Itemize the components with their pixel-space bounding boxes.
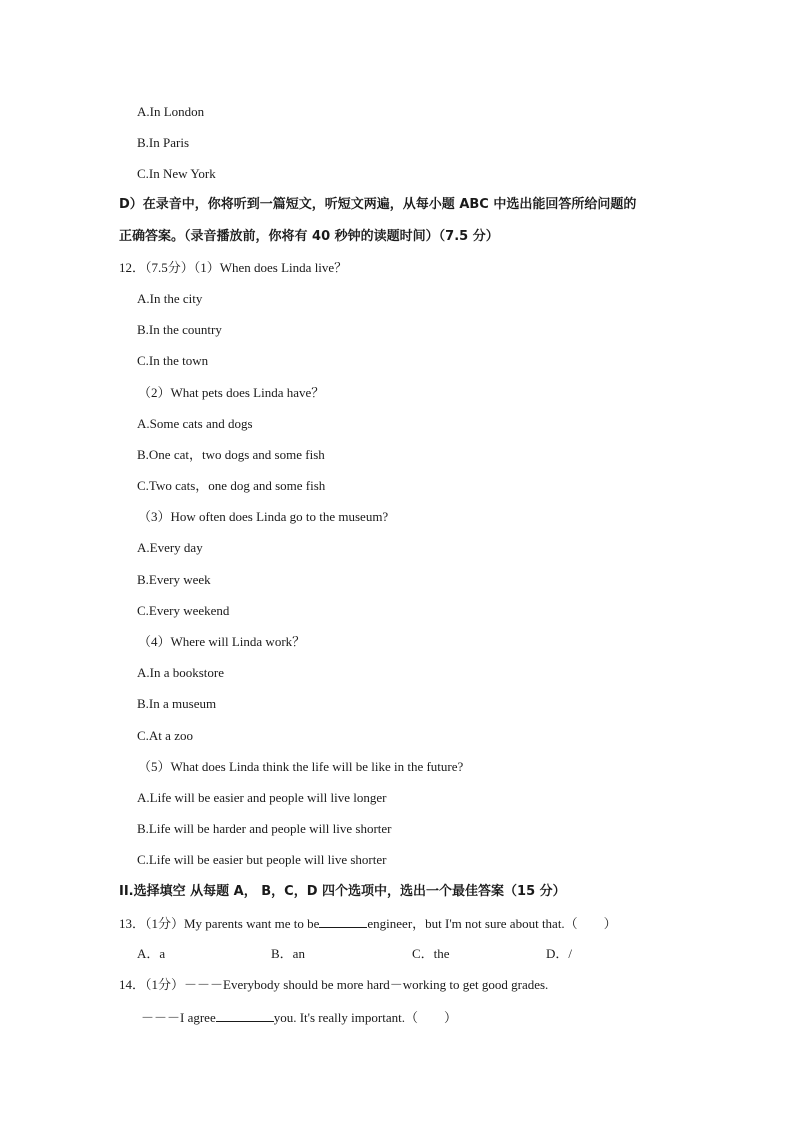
q12-2-question: （2）What pets does Linda have？ bbox=[138, 385, 325, 400]
q13-options-row bbox=[0, 946, 794, 962]
question-12-stem: 12．（7.5分）（1）When does Linda live？ bbox=[119, 260, 348, 275]
q13-option-b[interactable]: B．an bbox=[271, 946, 305, 961]
q12-3-option-b: B.Every week bbox=[137, 572, 211, 587]
q13-stem-after: engineer，but I'm not sure about that.（ ） bbox=[367, 916, 617, 931]
q12-4-option-a: A.In a bookstore bbox=[137, 665, 225, 680]
q13-answer-blank[interactable] bbox=[319, 915, 367, 928]
section-d-instruction-line2: 正确答案。（录音播放前，你将有 40 秒钟的读题时间）（7.5 分） bbox=[119, 229, 499, 244]
q14-reply-before: －－－I agree bbox=[141, 1010, 216, 1025]
q12-2-option-c: C.Two cats，one dog and some fish bbox=[137, 478, 326, 493]
option-a-london: A.In London bbox=[137, 104, 205, 119]
q12-3-option-a: A.Every day bbox=[137, 540, 203, 555]
q12-5-option-b: B.Life will be harder and people will live shorter bbox=[137, 821, 392, 836]
q12-5-option-c: C.Life will be easier but people will live shorter bbox=[137, 852, 387, 867]
question-13-stem bbox=[119, 915, 617, 932]
q14-reply bbox=[141, 1009, 457, 1026]
q13-option-a[interactable]: A．a bbox=[137, 946, 166, 961]
q12-1-option-b: B.In the country bbox=[137, 322, 222, 337]
q12-5-question: （5）What does Linda think the life will be like in the future? bbox=[138, 759, 464, 774]
option-b-paris: B.In Paris bbox=[137, 135, 189, 150]
question-14-stem: 14．（1分）－－－Everybody should be more hard－working to get good grades. bbox=[119, 977, 549, 992]
q12-2-option-a: A.Some cats and dogs bbox=[137, 416, 253, 431]
section-d-instruction-line1: D）在录音中，你将听到一篇短文，听短文两遍，从每小题 ABC 中选出能回答所给问题的 bbox=[119, 197, 637, 212]
q13-option-c[interactable]: C．the bbox=[412, 946, 450, 961]
q12-5-option-a: A.Life will be easier and people will live longer bbox=[137, 790, 387, 805]
q12-4-option-b: B.In a museum bbox=[137, 696, 217, 711]
q12-4-question: （4）Where will Linda work？ bbox=[138, 634, 306, 649]
q12-3-option-c: C.Every weekend bbox=[137, 603, 230, 618]
q13-option-d[interactable]: D．/ bbox=[546, 946, 573, 961]
q12-3-question: （3）How often does Linda go to the museum? bbox=[138, 509, 389, 524]
option-c-new-york: C.In New York bbox=[137, 166, 216, 181]
q14-reply-after: you. It's really important.（ ） bbox=[273, 1010, 457, 1025]
q12-1-option-a: A.In the city bbox=[137, 291, 203, 306]
q12-1-option-c: C.In the town bbox=[137, 353, 209, 368]
section-ii-title: II.选择填空 从每题 A， B，C，D 四个选项中，选出一个最佳答案（15 分） bbox=[119, 884, 566, 899]
q13-stem-before: 13．（1分）My parents want me to be bbox=[119, 916, 320, 931]
q12-2-option-b: B.One cat，two dogs and some fish bbox=[137, 447, 325, 462]
q14-answer-blank[interactable] bbox=[216, 1009, 274, 1022]
q12-4-option-c: C.At a zoo bbox=[137, 728, 193, 743]
